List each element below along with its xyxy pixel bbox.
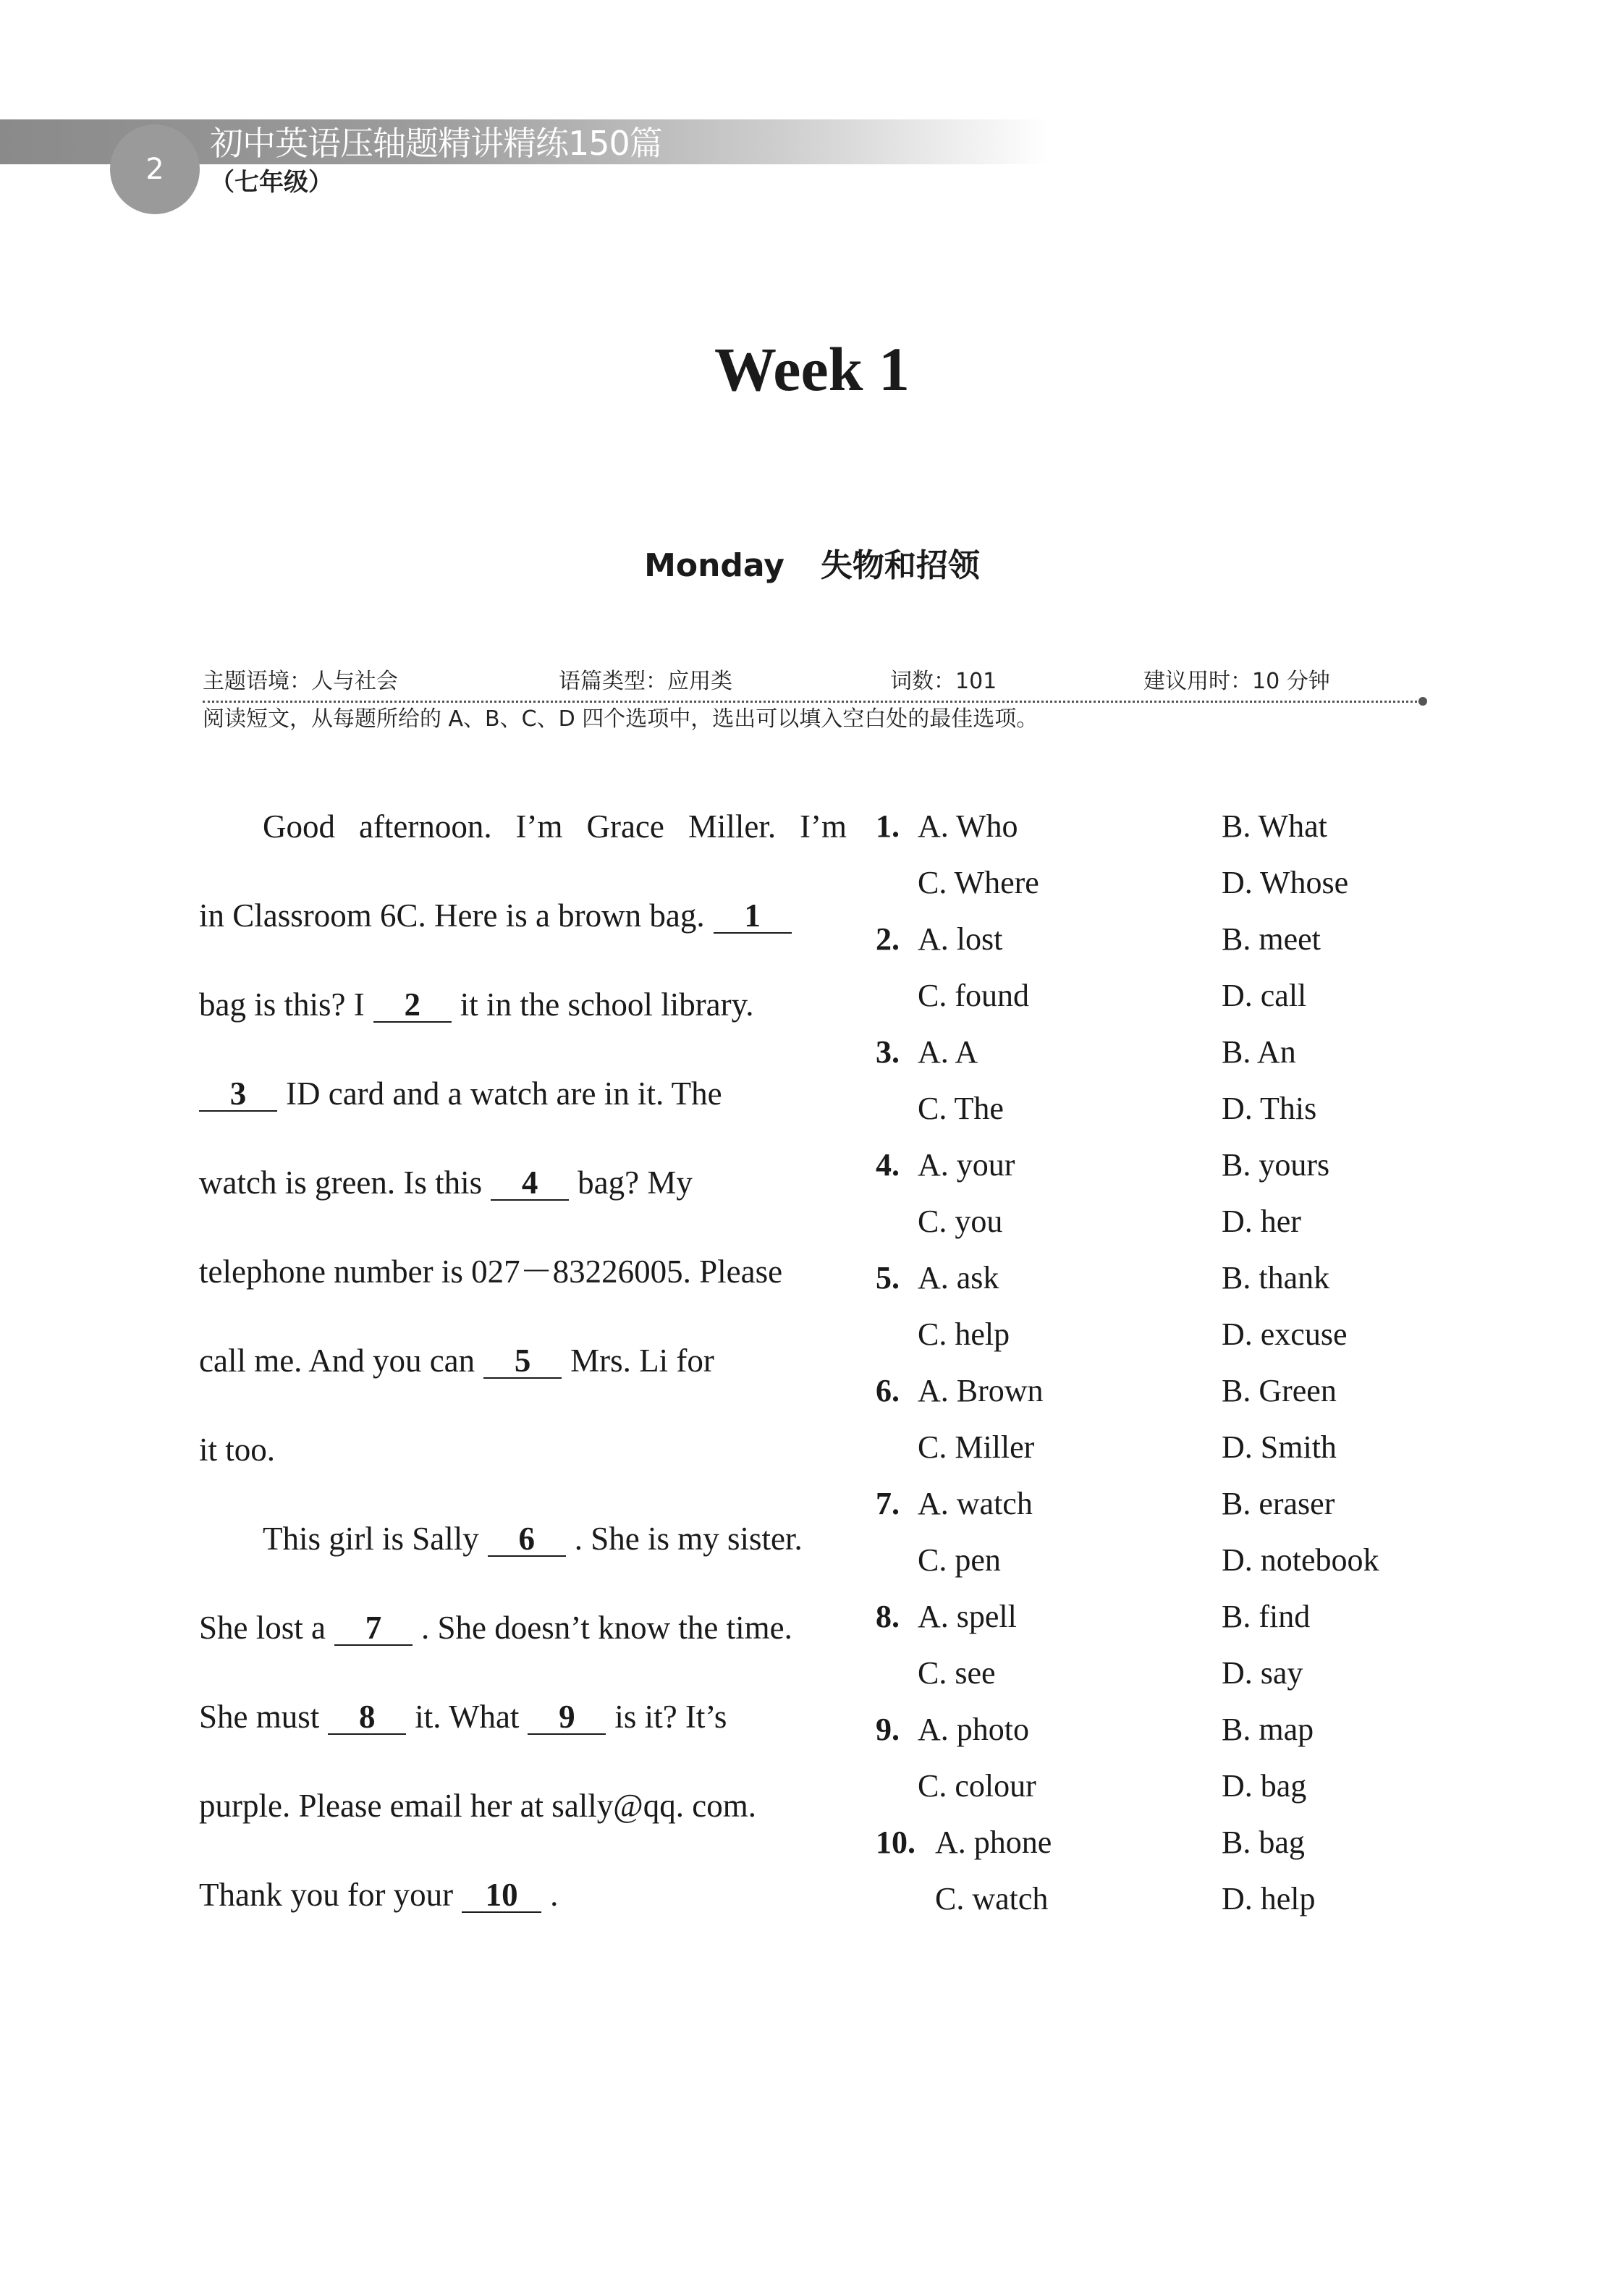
info-theme: 主题语境：人与社会 <box>203 669 398 694</box>
blank-6[interactable]: 6 <box>488 1522 566 1557</box>
instruction: 阅读短文，从每题所给的 A、B、C、D 四个选项中，选出可以填入空白处的最佳选项。 <box>203 706 1039 732</box>
day-title <box>0 539 1624 586</box>
option-d[interactable]: D. say <box>1222 1655 1303 1691</box>
day-name: Monday <box>644 547 784 584</box>
question-row-cont <box>876 1197 1455 1254</box>
passage-line: bag is this? I 2 it in the school library. <box>199 986 754 1023</box>
question-row-cont <box>876 1649 1455 1705</box>
question-number: 8. <box>876 1599 900 1634</box>
blank-3[interactable]: 3 <box>199 1077 277 1112</box>
option-c[interactable]: C. help <box>918 1316 1010 1352</box>
passage-line: purple. Please email her at sally@qq. com. <box>199 1788 756 1824</box>
option-d[interactable]: D. notebook <box>1222 1542 1379 1578</box>
option-a[interactable]: A. spell <box>918 1599 1017 1634</box>
blank-10[interactable]: 10 <box>462 1878 541 1913</box>
option-a[interactable]: A. Brown <box>918 1373 1044 1408</box>
blank-9[interactable]: 9 <box>528 1700 606 1735</box>
page-number: 2 <box>145 153 164 186</box>
passage-line: She must 8 it. What 9 is it? It’s <box>199 1699 727 1735</box>
question-row <box>876 1141 1455 1197</box>
blank-8[interactable]: 8 <box>328 1700 406 1735</box>
question-row <box>876 1366 1455 1423</box>
passage-line: She lost a 7 . She doesn’t know the time. <box>199 1610 792 1646</box>
passage-line: in Classroom 6C. Here is a brown bag. 1 <box>199 891 847 980</box>
question-number: 9. <box>876 1712 900 1747</box>
question-row <box>876 1592 1455 1649</box>
option-c[interactable]: C. Where <box>918 865 1039 900</box>
option-c[interactable]: C. found <box>918 978 1029 1013</box>
passage <box>199 802 847 1959</box>
option-d[interactable]: D. help <box>1222 1881 1316 1916</box>
question-number: 7. <box>876 1486 900 1521</box>
question-row <box>876 1705 1455 1762</box>
question-row-cont <box>876 1536 1455 1592</box>
option-b[interactable]: B. meet <box>1222 921 1321 957</box>
question-row-cont <box>876 858 1455 915</box>
question-row <box>876 1028 1455 1084</box>
option-a[interactable]: A. photo <box>918 1712 1029 1747</box>
passage-line: Thank you for your 10 . <box>199 1877 559 1913</box>
blank-4[interactable]: 4 <box>491 1166 569 1201</box>
option-b[interactable]: B. bag <box>1222 1825 1305 1860</box>
option-d[interactable]: D. her <box>1222 1204 1301 1239</box>
option-d[interactable]: D. excuse <box>1222 1316 1348 1352</box>
blank-1[interactable]: 1 <box>714 899 792 934</box>
question-row-cont <box>876 1874 1455 1931</box>
blank-2[interactable]: 2 <box>373 988 452 1023</box>
question-number: 6. <box>876 1373 900 1408</box>
passage-line: watch is green. Is this 4 bag? My <box>199 1165 693 1201</box>
option-c[interactable]: C. pen <box>918 1542 1001 1578</box>
option-a[interactable]: A. A <box>918 1034 978 1070</box>
option-c[interactable]: C. The <box>918 1091 1004 1126</box>
book-grade: （七年级） <box>210 168 333 197</box>
option-d[interactable]: D. bag <box>1222 1768 1307 1804</box>
option-a[interactable]: A. ask <box>918 1260 999 1295</box>
question-row <box>876 1479 1455 1536</box>
passage-line: call me. And you can 5 Mrs. Li for <box>199 1343 714 1379</box>
option-b[interactable]: B. thank <box>1222 1260 1330 1295</box>
option-d[interactable]: D. call <box>1222 978 1307 1013</box>
option-d[interactable]: D. Smith <box>1222 1429 1337 1465</box>
option-c[interactable]: C. watch <box>935 1881 1049 1916</box>
divider-dot <box>1418 697 1427 706</box>
info-text-type: 语篇类型：应用类 <box>559 669 732 694</box>
info-word-count: 词数：101 <box>890 669 997 694</box>
option-a[interactable]: A. your <box>918 1147 1015 1183</box>
page-number-badge <box>110 124 200 214</box>
option-a[interactable]: A. Who <box>918 808 1018 844</box>
question-row-cont <box>876 1762 1455 1818</box>
question-row <box>876 1254 1455 1310</box>
option-b[interactable]: B. map <box>1222 1712 1314 1747</box>
option-b[interactable]: B. eraser <box>1222 1486 1335 1521</box>
option-b[interactable]: B. Green <box>1222 1373 1337 1408</box>
question-number: 5. <box>876 1260 900 1295</box>
dotted-divider <box>203 701 1422 703</box>
question-row <box>876 802 1455 858</box>
option-b[interactable]: B. An <box>1222 1034 1296 1070</box>
options-list <box>876 802 1455 1931</box>
blank-7[interactable]: 7 <box>334 1611 413 1646</box>
option-d[interactable]: D. This <box>1222 1091 1317 1126</box>
question-number: 4. <box>876 1147 900 1183</box>
question-row <box>876 915 1455 971</box>
passage-line: 3 ID card and a watch are in it. The <box>199 1069 847 1158</box>
option-b[interactable]: B. yours <box>1222 1147 1330 1183</box>
question-row-cont <box>876 1084 1455 1141</box>
option-b[interactable]: B. find <box>1222 1599 1311 1634</box>
question-row <box>876 1818 1455 1874</box>
option-c[interactable]: C. see <box>918 1655 996 1691</box>
passage-line: it too. <box>199 1432 276 1468</box>
passage-line: telephone number is 027－83226005. Please <box>199 1254 783 1290</box>
question-row-cont <box>876 1310 1455 1366</box>
option-a[interactable]: A. lost <box>918 921 1003 957</box>
option-d[interactable]: D. Whose <box>1222 865 1349 900</box>
passage-line: Good afternoon. I’m Grace Miller. I’m <box>263 808 847 845</box>
passage-line: This girl is Sally 6 . She is my sister. <box>263 1521 803 1557</box>
question-number: 2. <box>876 921 900 957</box>
question-number: 10. <box>876 1825 915 1860</box>
option-a[interactable]: A. phone <box>935 1825 1052 1860</box>
week-title: Week 1 <box>714 334 910 404</box>
question-number: 1. <box>876 808 900 844</box>
option-a[interactable]: A. watch <box>918 1486 1033 1521</box>
question-row-cont <box>876 971 1455 1028</box>
option-b[interactable]: B. What <box>1222 808 1327 844</box>
day-topic: 失物和招领 <box>820 547 980 584</box>
question-number: 3. <box>876 1034 900 1070</box>
question-row-cont <box>876 1423 1455 1479</box>
option-c[interactable]: C. colour <box>918 1768 1036 1804</box>
blank-5[interactable]: 5 <box>483 1344 562 1379</box>
book-title: 初中英语压轴题精讲精练150篇 <box>210 124 662 163</box>
option-c[interactable]: C. Miller <box>918 1429 1035 1465</box>
option-c[interactable]: C. you <box>918 1204 1003 1239</box>
info-time: 建议用时：10 分钟 <box>1143 669 1330 694</box>
